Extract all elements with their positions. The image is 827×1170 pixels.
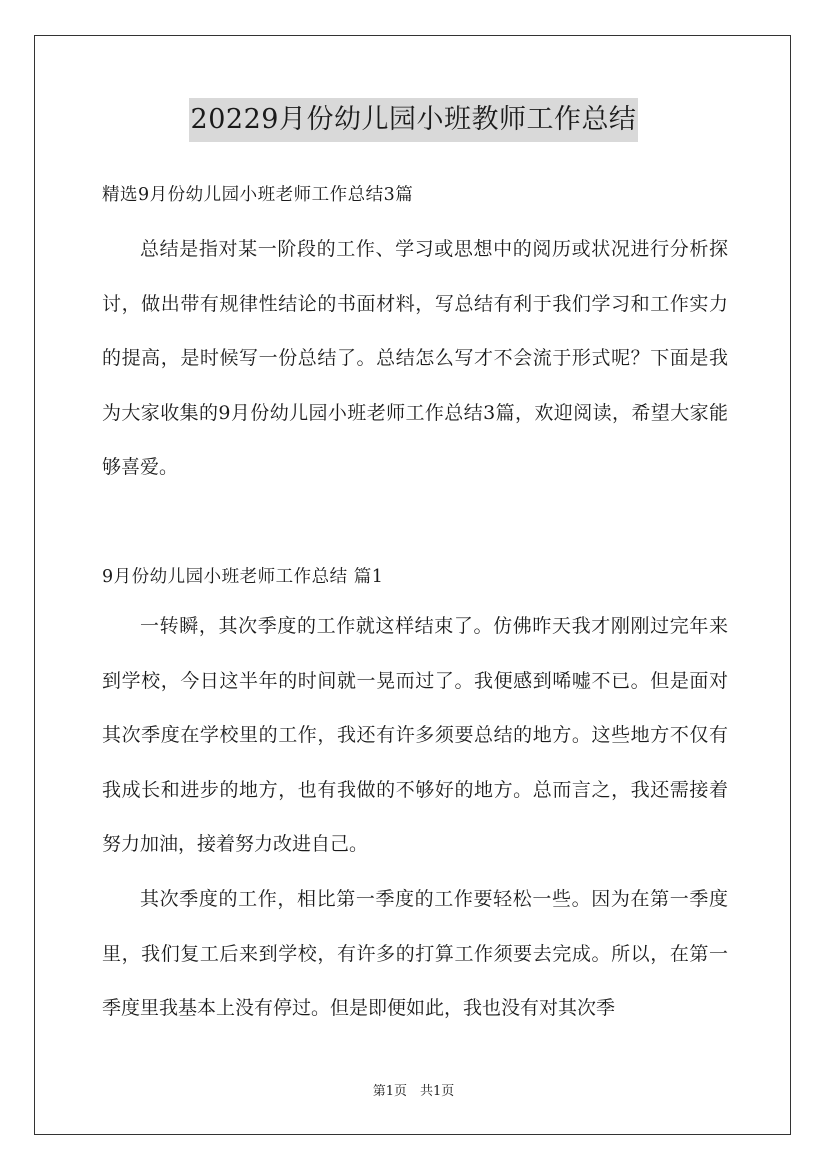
title-container bbox=[0, 98, 827, 142]
document-subtitle: 精选9月份幼儿园小班老师工作总结3篇 bbox=[102, 185, 414, 205]
document-title: 20229月份幼儿园小班教师工作总结 bbox=[189, 98, 639, 142]
body-paragraph-2: 其次季度的工作，相比第一季度的工作要轻松一些。因为在第一季度里，我们复工后来到学校，有许多的打算工作须要去完成。所以，在第一季度里我基本上没有停过。但是即便如此，我也没有对其次季 bbox=[102, 888, 728, 1019]
intro-paragraph: 总结是指对某一阶段的工作、学习或思想中的阅历或状况进行分析探讨，做出带有规律性结论的书面材料，写总结有利于我们学习和工作实力的提高，是时候写一份总结了。总结怎么写才不会流于形式呢？下面是我为大家收集的9月份幼儿园小班老师工作总结3篇，欢迎阅读，希望大家能够喜爱。 bbox=[102, 238, 728, 478]
body-paragraph-1: 一转瞬，其次季度的工作就这样结束了。仿佛昨天我才刚刚过完年来到学校，今日这半年的时间就一晃而过了。我便感到唏嘘不已。但是面对其次季度在学校里的工作，我还有许多须要总结的地方。这些地方不仅有我成长和进步的地方，也有我做的不够好的地方。总而言之，我还需接着努力加油，接着努力改进自己。 bbox=[102, 615, 728, 855]
page-footer: 第1页 共1页 bbox=[372, 1084, 455, 1099]
section-heading: 9月份幼儿园小班老师工作总结 篇1 bbox=[102, 567, 384, 587]
